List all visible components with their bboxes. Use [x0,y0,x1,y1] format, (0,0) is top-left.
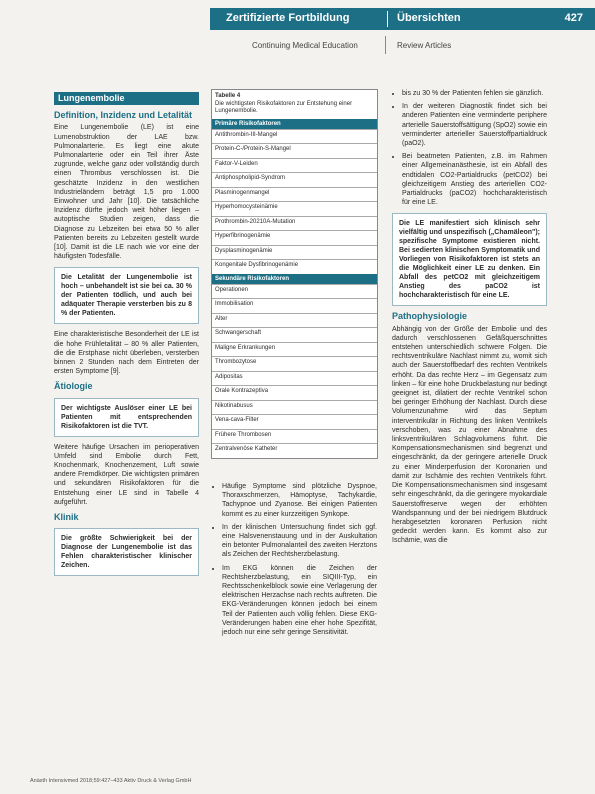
table-row: Antiphospholipid-Syndrom [212,172,377,187]
early-letality-text: Eine charakteristische Besonderheit der LE ist die hohe Frühletalität – 80 % aller Patienten, die die Erstphase nicht überleben, versterben binnen 2 Stunden nach dem Eintreten der ersten Symptome [9]. [54,331,199,376]
manifestation-box: Die LE manifestiert sich klinisch sehr vielfältig und unspezifisch („Chamäleon"); spezifische Symptome existieren nicht. Bei sedierten klinischen Symptomatik und Vorliegen von Risikofaktoren ist stets an die Möglichkeit einer LE zu denken. Ein Abfall des petCO2 mit gleichzeitigem Anstieg des paCO2 ist hochcharakteristisch für eine LE. [392,213,547,306]
column-3 [392,89,547,550]
table-row: Adipositas [212,371,377,386]
table-row: Zentralvenöse Katheter [212,443,377,458]
pathophysiology-title: Pathophysiologie [392,311,468,322]
table-row: Vena-cava-Filter [212,414,377,429]
symptom-list [212,482,377,637]
table-row: Nikotinabusus [212,400,377,415]
table-row: Thrombozytose [212,356,377,371]
table-row: Immobilisation [212,298,377,313]
list-item: • bis zu 30 % der Patienten fehlen sie gänzlich. [402,89,547,98]
definition-text: Eine Lungenembolie (LE) ist eine Lumenobstruktion der LAE bzw. Pulmonalarterie. Es liegt eine akute Pulmonalarterie oder ein Teil ihrer Äste zugrunde, welche ganz oder vollständig durch einen Thrombus verschlossen ist. Die geschätzte Inzidenz in den westlichen Industrieländern beträgt 1,5 pro 1.000 Einwohner und Jahr [10]. Die tatsächliche Inzidenz dürfte jedoch weit höher liegen – autoptische Studien zeigen, dass die Diagnose zu Lebzeiten bei etwa 50 % aller Patienten bereits zu Lebzeiten gestellt wurde [10]. Damit ist die LE nach wie vor eine der häufigsten Todesfälle. [54,124,199,261]
header-divider [387,11,388,27]
table-row: Schwangerschaft [212,327,377,342]
diagnostic-list [392,89,547,207]
primary-rows [212,129,377,274]
table-row: Faktor-V-Leiden [212,158,377,173]
table-row: Prothrombin-20210A-Mutation [212,216,377,231]
clinic-box: Die größte Schwierigkeit bei der Diagnose der Lungenembolie ist das Fehlen charakteristischer klinischer Zeichen. [54,528,199,576]
list-item: • Im EKG können die Zeichen der Rechtsherzbelastung, ein SIQIII-Typ, ein Rechtsschenkelblock sowie eine Verlagerung der elektrischen Herzachse nach rechts auftreten. Die EKG-Veränderungen können jedoch bei einem Teil der Patienten auch völlig fehlen. Diese EKG-Veränderungen haben eine eher hohe Spezifität, jedoch nur eine sehr geringe Sensitivität. [222,564,377,638]
table-caption-text: Die wichtigsten Risikofaktoren zur Entstehung einer Lungenembolie. [215,100,353,114]
table-row: Hyperhomocysteinämie [212,201,377,216]
secondary-rows [212,284,377,458]
table-row: Frühere Thrombosen [212,429,377,444]
table-row: Dysplasminogenämie [212,245,377,260]
table-row: Plasminogenmangel [212,187,377,202]
header-left: Zertifizierte Fortbildung [226,12,350,24]
subheader-divider [385,36,386,54]
table-row: Alter [212,313,377,328]
pathophysiology-text: Abhängig von der Größe der Embolie und des dadurch verschlossenen Gefäßquerschnittes entstehen unterschiedlich schwere Folgen. Die rechtsventrikuläre Nachlast nimmt zu, womit sich auch der Sauerstoffbedarf des rechten Ventrikels erhöht. Da das rechte Herz – im Gegensatz zum linken – für eine hohe Druckbelastung nur bedingt geeignet ist, dilatiert der rechte Ventrikel schon bei geringer Erhöhung der Nachlast. Durch diese Volumenzunahme wird das Septum interventrikulär in Richtung des linken Ventrikels verschoben, was zu einer Abnahme des linksventrikulären Schlagvolumens führt. Die Kompensationsmechanismen sind begrenzt und eingeschränkt, da der geringere arterielle Druck zu einer Minderperfusion der Koronarien und damit zur Ischämie des rechten Ventrikels führt. Die Kompensationsmechanismen sind insgesamt sehr eingeschränkt, da die geringere myokardiale Sauerstoffreserve wegen der erhöhten Wandspannung und der bei niedrigem Blutdruck herabgesetzten koronaren Perfusion nicht gedeckt werden kann. Es kommt also zur Ischämie, was die [392,325,547,545]
clinic-title: Klinik [54,512,79,523]
definition-title: Definition, Inzidenz und Letalität [54,110,192,121]
list-item: • Bei beatmeten Patienten, z.B. im Rahmen einer Allgemeinanästhesie, ist ein Abfall des endtidalen CO2-Partialdrucks (petCO2) bei gleichzeitigem Anstieg des arteriellen CO2-Partialdrucks (paCO2) hochcharakteristisch für eine LE. [402,152,547,207]
table-row: Maligne Erkrankungen [212,342,377,357]
column-1 [54,92,199,582]
aetiology-text: Weitere häufige Ursachen im perioperativen Umfeld sind Embolie durch Fett, Knochenmark, Knochenzement, Luft sowie andere Fremdkörper. Die wichtigsten primären und sekundären Risikofaktoren für die Entstehung einer LE sind in Tabelle 4 aufgeführt. [54,443,199,506]
table-row: Orale Kontrazeptiva [212,385,377,400]
aetiology-title: Ätiologie [54,381,93,392]
table-row: Operationen [212,284,377,299]
list-item: • In der weiteren Diagnostik findet sich bei anderen Patienten eine verminderte periphere arterielle Sauerstoffsättigung (SpO2) sowie ein verminderter arterieller Sauerstoffpartialdruck (paO2). [402,102,547,148]
header-middle: Übersichten [397,12,461,24]
aetiology-box: Der wichtigste Auslöser einer LE bei Patienten mit entsprechenden Risikofaktoren ist die TVT. [54,398,199,437]
table-caption [212,90,377,119]
list-item: • In der klinischen Untersuchung findet sich ggf. eine Halsvenenstauung und in der Auskultation ein betonter Pulmonalanteil des zweiten Herztons als Zeichen der Rechtsherzbelastung. [222,523,377,560]
risk-factor-table [211,89,378,459]
secondary-header: Sekundäre Risikofaktoren [212,274,377,284]
table-row: Hyperfibrinogenämie [212,230,377,245]
page-number: 427 [564,12,583,24]
header-bar [210,8,595,30]
subheader-left: Continuing Medical Education [252,41,358,50]
table-caption-title: Tabelle 4 [215,93,241,99]
list-item: • Häufige Symptome sind plötzliche Dyspnoe, Thoraxschmerzen, Hämoptyse, Tachykardie, Tachypnoe und Zyanose. Bei einigen Patienten kommt es zu einer kurzzeitigen Synkope. [222,482,377,519]
footer: Anästh Intensivmed 2018;59:427–433 Aktiv Druck & Verlag GmbH [30,778,192,784]
table-row: Kongenitale Dysfibrinogenämie [212,259,377,274]
section-bar: Lungenembolie [54,92,199,105]
column-2 [212,482,377,641]
letality-box: Die Letalität der Lungenembolie ist hoch – unbehandelt ist sie bei ca. 30 % der Patienten tödlich, und auch bei adäquater Therapie versterben bis zu 8 % der Patienten. [54,267,199,324]
subheader-right: Review Articles [397,41,452,50]
table-row: Protein-C-/Protein-S-Mangel [212,143,377,158]
table-row: Antithrombin-III-Mangel [212,129,377,144]
primary-header: Primäre Risikofaktoren [212,119,377,129]
